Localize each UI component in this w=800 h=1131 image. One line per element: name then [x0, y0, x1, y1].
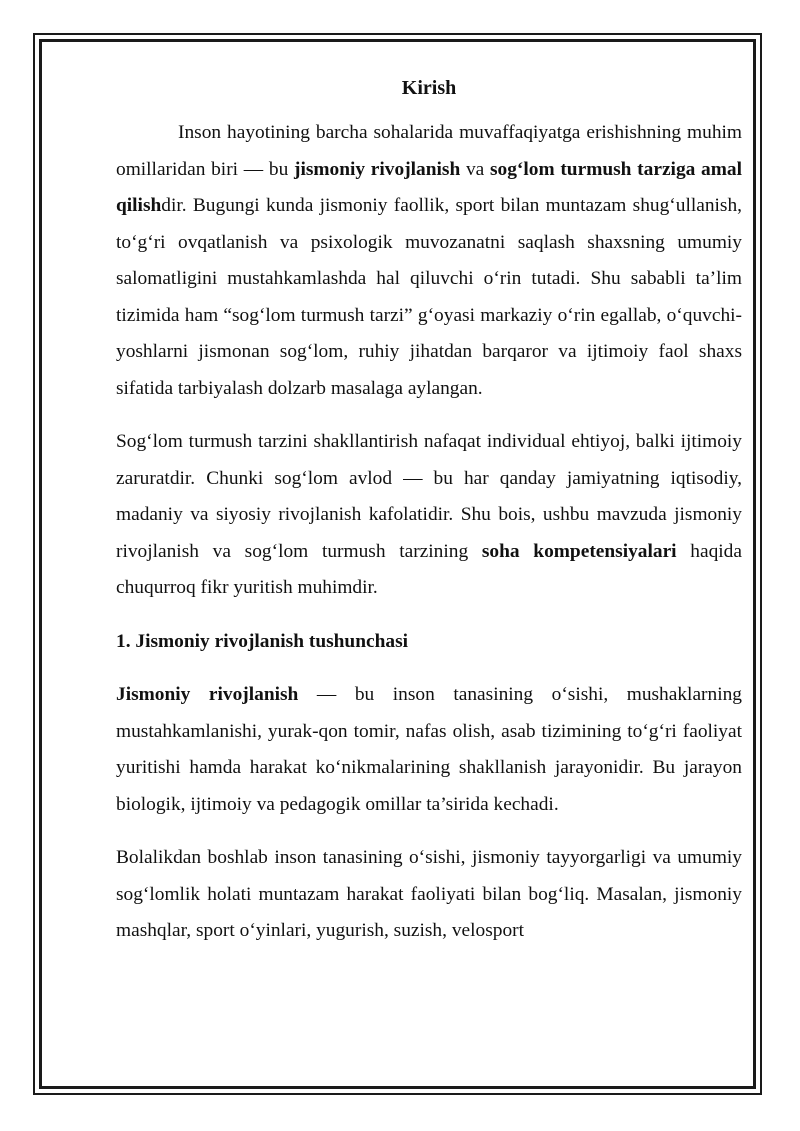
section-1-p1-text-1: — bu inson tanasining o‘sishi, mushaklarning mustahkamlanishi, yurak-qon tomir, nafas olish, asab tizimining to‘g‘ri faoliyat yuritishi hamda harakat ko‘nikmalarining shakllanish jarayonidir. Bu jarayon biologik, ijtimoiy va pedagogik omillar ta’sirida kechadi. [116, 684, 742, 815]
section-1-paragraph-2: Bolalikdan boshlab inson tanasining o‘sishi, jismoniy tayyorgarligi va umumiy sog‘lomlik holati muntazam harakat faoliyati bilan bog‘liq. Masalan, jismoniy mashqlar, sport o‘yinlari, yugurish, suzish, velosport [116, 847, 742, 941]
intro-paragraph-1 [116, 115, 742, 407]
document-body [116, 74, 742, 967]
intro-p2-text-1: Sog‘lom turmush tarzini shakllantirish nafaqat individual ehtiyoj, balki ijtimoiy zaruratdir. Chunki sog‘lom avlod — bu har qanday jamiyatning iqtisodiy, madaniy va siyosiy rivojlanish kafolatidir. Shu bois, ushbu mavzuda jismoniy rivojlanish va sog‘lom turmush tarzining [116, 431, 742, 562]
section-1-p1-bold-1: Jismoniy rivojlanish [116, 684, 299, 705]
intro-p1-text-3: dir. Bugungi kunda jismoniy faollik, sport bilan muntazam shug‘ullanish, to‘g‘ri ovqatlanish va psixologik muvozanatni saqlash shaxsning umumiy salomatligini mustahkamlashda hal qiluvchi o‘rin tutadi. Shu sababli ta’lim tizimida ham “sog‘lom turmush tarzi” g‘oyasi markaziy o‘rin egallab, o‘quvchi-yoshlarni jismonan sog‘lom, ruhiy jihatdan barqaror va ijtimoiy faol shaxs sifatida tarbiyalash dolzarb masalaga aylangan. [116, 195, 742, 399]
document-title: Kirish [401, 77, 457, 99]
intro-p1-text-2: va [460, 158, 490, 180]
section-1-paragraph-1 [116, 677, 742, 823]
intro-p2-text-2: haqida chuqurroq fikr yuritish muhimdir. [116, 540, 742, 598]
intro-p1-bold-1: jismoniy rivojlanish [293, 158, 461, 180]
section-1-heading: 1. Jismoniy rivojlanish tushunchasi [116, 630, 409, 652]
intro-p1-text-1: Inson hayotining barcha sohalarida muvaffaqiyatga erishishning muhim omillaridan biri — bu [116, 122, 742, 180]
intro-p2-bold-1: soha kompetensiyalari [481, 540, 677, 562]
intro-p1-bold-2: sog‘lom turmush tarziga amal qilish [116, 158, 742, 216]
intro-paragraph-2 [116, 424, 742, 607]
